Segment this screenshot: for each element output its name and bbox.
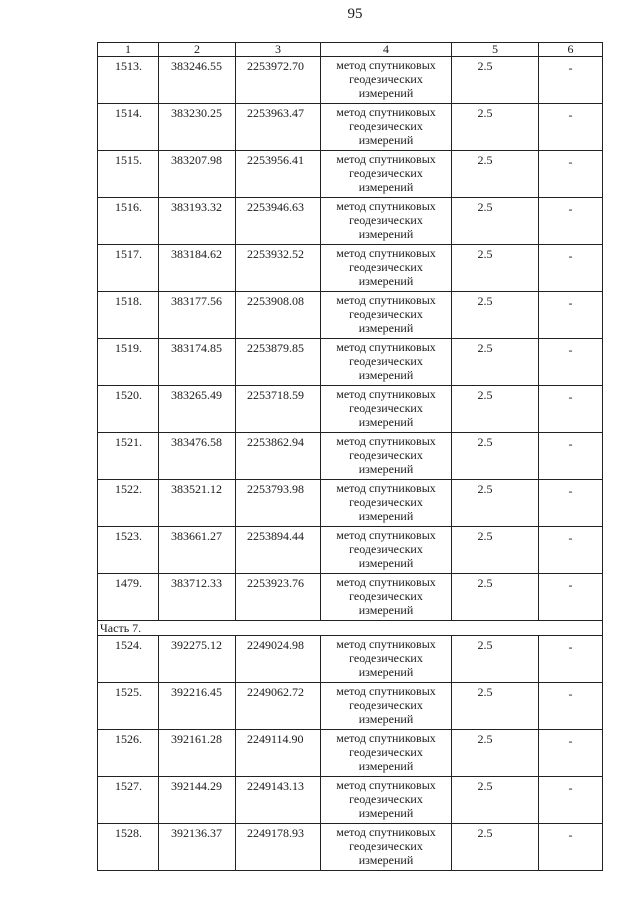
accuracy-cell: 2.5: [452, 57, 539, 104]
x-coordinate: 392136.37: [159, 824, 236, 871]
y-coordinate: 2249024.98: [236, 636, 321, 683]
note-cell: -: [539, 574, 603, 621]
table-row: [98, 480, 603, 527]
x-coordinate: 383521.12: [159, 480, 236, 527]
x-coordinate: 383177.56: [159, 292, 236, 339]
y-coordinate: 2253718.59: [236, 386, 321, 433]
method-cell: метод спутниковых геодезических измерений: [321, 527, 452, 574]
x-coordinate: 392216.45: [159, 683, 236, 730]
table-row: [98, 636, 603, 683]
note-cell: -: [539, 104, 603, 151]
note-cell: -: [539, 151, 603, 198]
x-coordinate: 383184.62: [159, 245, 236, 292]
table-row: [98, 433, 603, 480]
header-col-5: 5: [452, 43, 539, 57]
point-number: 1526.: [98, 730, 159, 777]
method-cell: метод спутниковых геодезических измерений: [321, 636, 452, 683]
y-coordinate: 2249143.13: [236, 777, 321, 824]
accuracy-cell: 2.5: [452, 386, 539, 433]
x-coordinate: 383265.49: [159, 386, 236, 433]
point-number: 1527.: [98, 777, 159, 824]
method-cell: метод спутниковых геодезических измерений: [321, 104, 452, 151]
accuracy-cell: 2.5: [452, 433, 539, 480]
x-coordinate: 383712.33: [159, 574, 236, 621]
point-number: 1520.: [98, 386, 159, 433]
x-coordinate: 383476.58: [159, 433, 236, 480]
point-number: 1525.: [98, 683, 159, 730]
note-cell: -: [539, 433, 603, 480]
y-coordinate: 2253862.94: [236, 433, 321, 480]
x-coordinate: 392144.29: [159, 777, 236, 824]
method-cell: метод спутниковых геодезических измерений: [321, 151, 452, 198]
header-col-3: 3: [236, 43, 321, 57]
accuracy-cell: 2.5: [452, 683, 539, 730]
x-coordinate: 383246.55: [159, 57, 236, 104]
y-coordinate: 2253894.44: [236, 527, 321, 574]
table-row: [98, 777, 603, 824]
x-coordinate: 383207.98: [159, 151, 236, 198]
accuracy-cell: 2.5: [452, 777, 539, 824]
table-row: [98, 151, 603, 198]
method-cell: метод спутниковых геодезических измерений: [321, 292, 452, 339]
note-cell: -: [539, 730, 603, 777]
accuracy-cell: 2.5: [452, 245, 539, 292]
x-coordinate: 383661.27: [159, 527, 236, 574]
note-cell: -: [539, 245, 603, 292]
x-coordinate: 392161.28: [159, 730, 236, 777]
table-row: [98, 339, 603, 386]
table-row: [98, 245, 603, 292]
accuracy-cell: 2.5: [452, 292, 539, 339]
note-cell: -: [539, 57, 603, 104]
table-header: [98, 43, 603, 57]
point-number: 1523.: [98, 527, 159, 574]
header-col-6: 6: [539, 43, 603, 57]
method-cell: метод спутниковых геодезических измерений: [321, 777, 452, 824]
accuracy-cell: 2.5: [452, 527, 539, 574]
point-number: 1519.: [98, 339, 159, 386]
method-cell: метод спутниковых геодезических измерений: [321, 386, 452, 433]
accuracy-cell: 2.5: [452, 824, 539, 871]
method-cell: метод спутниковых геодезических измерений: [321, 730, 452, 777]
note-cell: -: [539, 386, 603, 433]
method-cell: метод спутниковых геодезических измерений: [321, 245, 452, 292]
point-number: 1517.: [98, 245, 159, 292]
note-cell: -: [539, 824, 603, 871]
method-cell: метод спутниковых геодезических измерений: [321, 574, 452, 621]
note-cell: -: [539, 198, 603, 245]
x-coordinate: 392275.12: [159, 636, 236, 683]
method-cell: метод спутниковых геодезических измерений: [321, 433, 452, 480]
method-cell: метод спутниковых геодезических измерений: [321, 824, 452, 871]
method-cell: метод спутниковых геодезических измерений: [321, 57, 452, 104]
method-cell: метод спутниковых геодезических измерений: [321, 198, 452, 245]
point-number: 1513.: [98, 57, 159, 104]
y-coordinate: 2253879.85: [236, 339, 321, 386]
note-cell: -: [539, 292, 603, 339]
y-coordinate: 2253963.47: [236, 104, 321, 151]
y-coordinate: 2253793.98: [236, 480, 321, 527]
method-cell: метод спутниковых геодезических измерений: [321, 683, 452, 730]
point-number: 1516.: [98, 198, 159, 245]
accuracy-cell: 2.5: [452, 151, 539, 198]
x-coordinate: 383193.32: [159, 198, 236, 245]
accuracy-cell: 2.5: [452, 636, 539, 683]
header-col-2: 2: [159, 43, 236, 57]
method-cell: метод спутниковых геодезических измерений: [321, 339, 452, 386]
header-col-1: 1: [98, 43, 159, 57]
coordinates-table: [97, 42, 603, 871]
y-coordinate: 2253946.63: [236, 198, 321, 245]
note-cell: -: [539, 527, 603, 574]
table-row: [98, 198, 603, 245]
table-row: [98, 386, 603, 433]
point-number: 1524.: [98, 636, 159, 683]
y-coordinate: 2249062.72: [236, 683, 321, 730]
y-coordinate: 2253972.70: [236, 57, 321, 104]
note-cell: -: [539, 480, 603, 527]
accuracy-cell: 2.5: [452, 198, 539, 245]
table-row: [98, 292, 603, 339]
note-cell: -: [539, 777, 603, 824]
point-number: 1515.: [98, 151, 159, 198]
table-row: [98, 527, 603, 574]
table-row: [98, 683, 603, 730]
y-coordinate: 2253956.41: [236, 151, 321, 198]
table-row: [98, 824, 603, 871]
y-coordinate: 2253923.76: [236, 574, 321, 621]
table-row: [98, 574, 603, 621]
point-number: 1522.: [98, 480, 159, 527]
section-row: [98, 621, 603, 636]
point-number: 1518.: [98, 292, 159, 339]
accuracy-cell: 2.5: [452, 730, 539, 777]
note-cell: -: [539, 683, 603, 730]
x-coordinate: 383174.85: [159, 339, 236, 386]
accuracy-cell: 2.5: [452, 574, 539, 621]
method-cell: метод спутниковых геодезических измерений: [321, 480, 452, 527]
y-coordinate: 2253932.52: [236, 245, 321, 292]
x-coordinate: 383230.25: [159, 104, 236, 151]
point-number: 1521.: [98, 433, 159, 480]
y-coordinate: 2249114.90: [236, 730, 321, 777]
section-label: Часть 7.: [98, 621, 603, 636]
table-row: [98, 730, 603, 777]
note-cell: -: [539, 636, 603, 683]
y-coordinate: 2253908.08: [236, 292, 321, 339]
accuracy-cell: 2.5: [452, 104, 539, 151]
header-col-4: 4: [321, 43, 452, 57]
point-number: 1479.: [98, 574, 159, 621]
accuracy-cell: 2.5: [452, 339, 539, 386]
table-row: [98, 104, 603, 151]
point-number: 1514.: [98, 104, 159, 151]
table-row: [98, 57, 603, 104]
note-cell: -: [539, 339, 603, 386]
page-number: 95: [347, 6, 363, 22]
table-body: [98, 57, 603, 871]
y-coordinate: 2249178.93: [236, 824, 321, 871]
point-number: 1528.: [98, 824, 159, 871]
accuracy-cell: 2.5: [452, 480, 539, 527]
